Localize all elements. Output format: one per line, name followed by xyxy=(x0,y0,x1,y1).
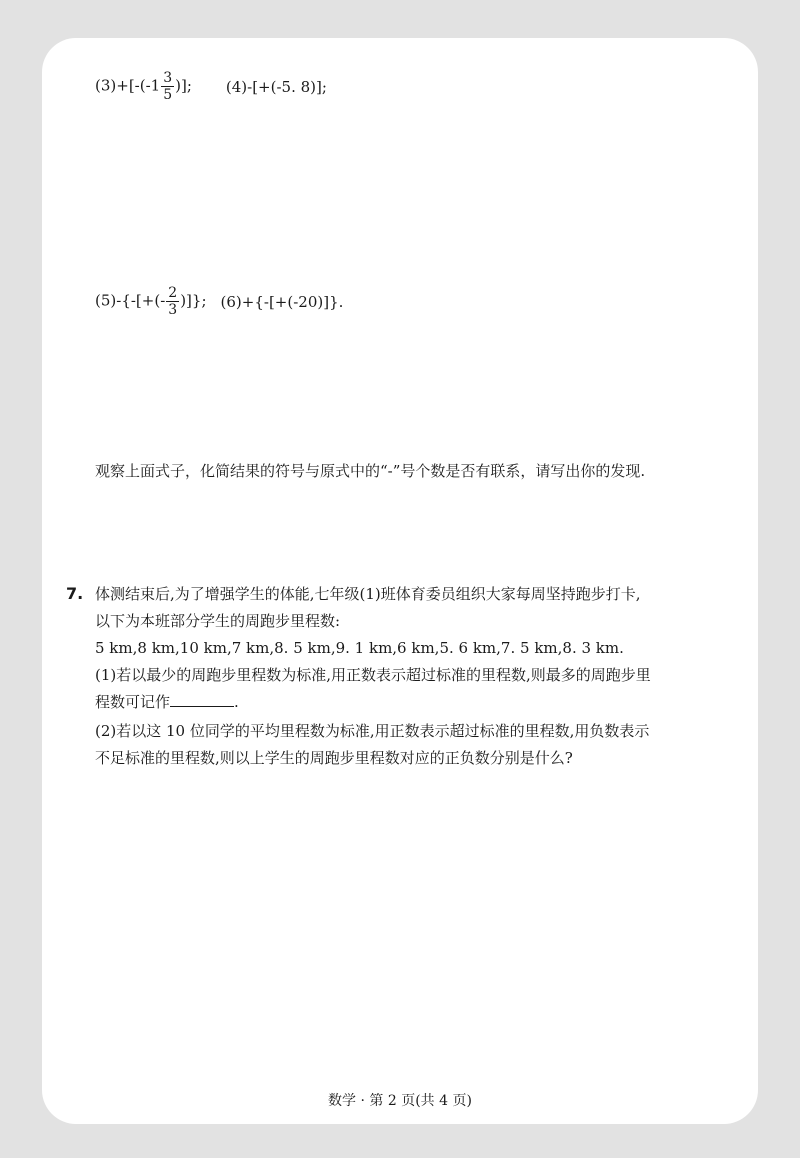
problem-3-prefix: (3)+[-(-1 xyxy=(95,76,161,95)
q7-part2-line-2: 不足标准的里程数,则以上学生的周跑步里程数对应的正负数分别是什么? xyxy=(95,749,573,767)
fraction-numerator: 2 xyxy=(168,285,178,301)
fraction-denominator: 3 xyxy=(168,302,178,318)
question-number: 7. xyxy=(66,584,84,603)
problem-6: (6)+{-[+(-20)]}. xyxy=(220,292,344,311)
observation-prompt: 观察上面式子，化简结果的符号与原式中的“-”号个数是否有联系，请写出你的发现. xyxy=(95,462,646,480)
q7-stem-line-2: 以下为本班部分学生的周跑步里程数: xyxy=(95,612,341,630)
problem-3-fraction xyxy=(161,70,174,103)
q7-data-list: 5 km,8 km,10 km,7 km,8. 5 km,9. 1 km,6 km,5. 6 km,7. 5 km,8. 3 km. xyxy=(95,639,624,657)
problem-row-5-6 xyxy=(95,285,343,318)
problem-5-prefix: (5)-{-[+(- xyxy=(95,291,166,310)
page-footer: 数学 · 第 2 页(共 4 页) xyxy=(328,1093,472,1109)
problem-5-suffix: )]}; xyxy=(180,291,207,310)
q7-part1-line-2 xyxy=(95,691,239,713)
problem-row-3-4 xyxy=(95,70,327,103)
q7-part2-line-1: (2)若以这 10 位同学的平均里程数为标准,用正数表示超过标准的里程数,用负数表示 xyxy=(95,722,650,740)
answer-blank[interactable] xyxy=(170,692,234,707)
q7-part1-prefix: 程数可记作 xyxy=(95,693,171,711)
fraction-numerator: 3 xyxy=(163,70,173,86)
problem-3 xyxy=(95,70,192,103)
page-sheet xyxy=(42,38,758,1124)
q7-part1-line-1: (1)若以最少的周跑步里程数为标准,用正数表示超过标准的里程数,则最多的周跑步里 xyxy=(95,666,651,684)
q7-stem-line-1: 体测结束后,为了增强学生的体能,七年级(1)班体育委员组织大家每周坚持跑步打卡, xyxy=(95,585,641,603)
fraction-denominator: 5 xyxy=(163,87,173,103)
problem-5 xyxy=(95,285,207,318)
q7-part1-suffix: . xyxy=(234,693,239,711)
problem-4: (4)-[+(-5. 8)]; xyxy=(225,77,327,96)
problem-3-suffix: )]; xyxy=(175,76,192,95)
problem-5-fraction xyxy=(166,285,179,318)
